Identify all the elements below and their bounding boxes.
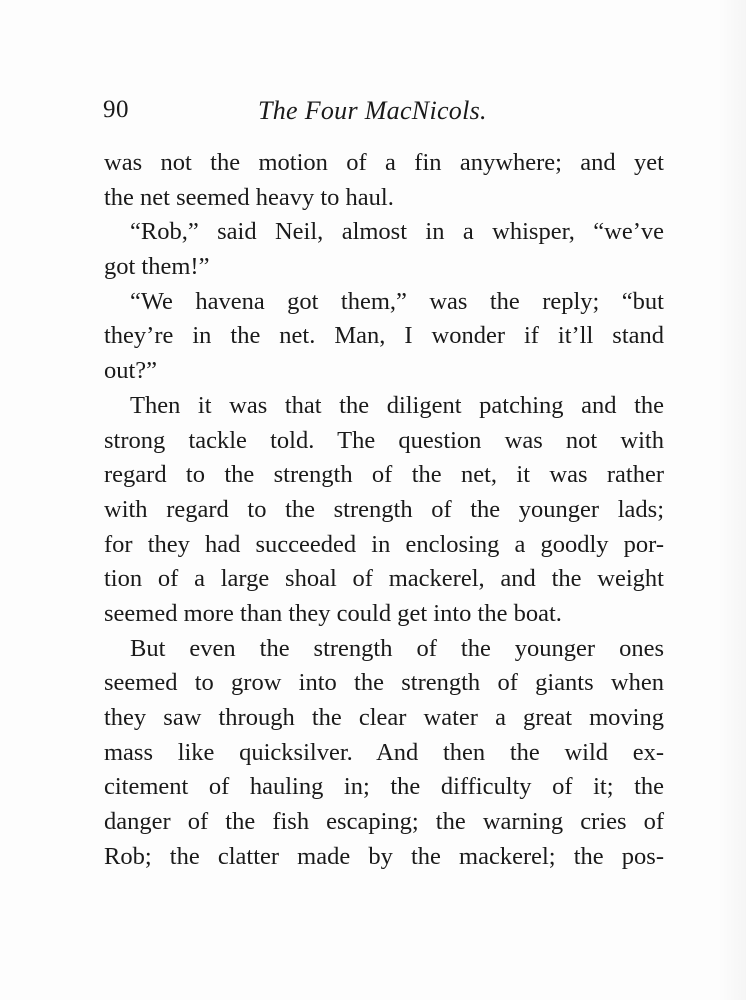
text-line: was not the motion of a fin anywhere; and yet <box>104 149 664 176</box>
text-line: “Rob,” said Neil, almost in a whisper, “we’ve <box>130 218 664 246</box>
text-line: strong tackle told. The question was not with <box>104 426 664 454</box>
text-line: regard to the strength of the net, it was rather <box>104 461 664 489</box>
page-number: 90 <box>103 96 129 123</box>
text-line: But even the strength of the younger ones <box>130 634 664 662</box>
text-line: with regard to the strength of the younger lads; <box>104 495 664 523</box>
running-title: The Four MacNicols. <box>258 96 487 125</box>
text-line: got them!” <box>104 253 210 281</box>
text-line: “We havena got them,” was the reply; “but <box>130 287 664 315</box>
text-line: citement of hauling in; the difficulty of it; the <box>104 773 664 801</box>
body-text <box>104 146 664 874</box>
text-line: the net seemed heavy to haul. <box>104 183 394 211</box>
text-line: danger of the fish escaping; the warning cries of <box>104 808 664 836</box>
text-line: Then it was that the diligent patching and the <box>130 391 664 419</box>
text-line: tion of a large shoal of mackerel, and the weight <box>104 565 664 593</box>
text-line: Rob; the clatter made by the mackerel; the pos- <box>104 842 664 870</box>
text-line: for they had succeeded in enclosing a goodly por- <box>104 530 664 558</box>
text-line: they’re in the net. Man, I wonder if it’ll stand <box>104 322 664 350</box>
text-line: seemed more than they could get into the boat. <box>104 599 562 627</box>
page-header <box>103 96 663 132</box>
text-line: mass like quicksilver. And then the wild ex- <box>104 738 664 766</box>
text-line: seemed to grow into the strength of giants when <box>104 669 664 697</box>
text-line: they saw through the clear water a great moving <box>104 704 664 731</box>
page-edge-shadow <box>718 0 746 1000</box>
text-line: out?” <box>104 357 158 385</box>
